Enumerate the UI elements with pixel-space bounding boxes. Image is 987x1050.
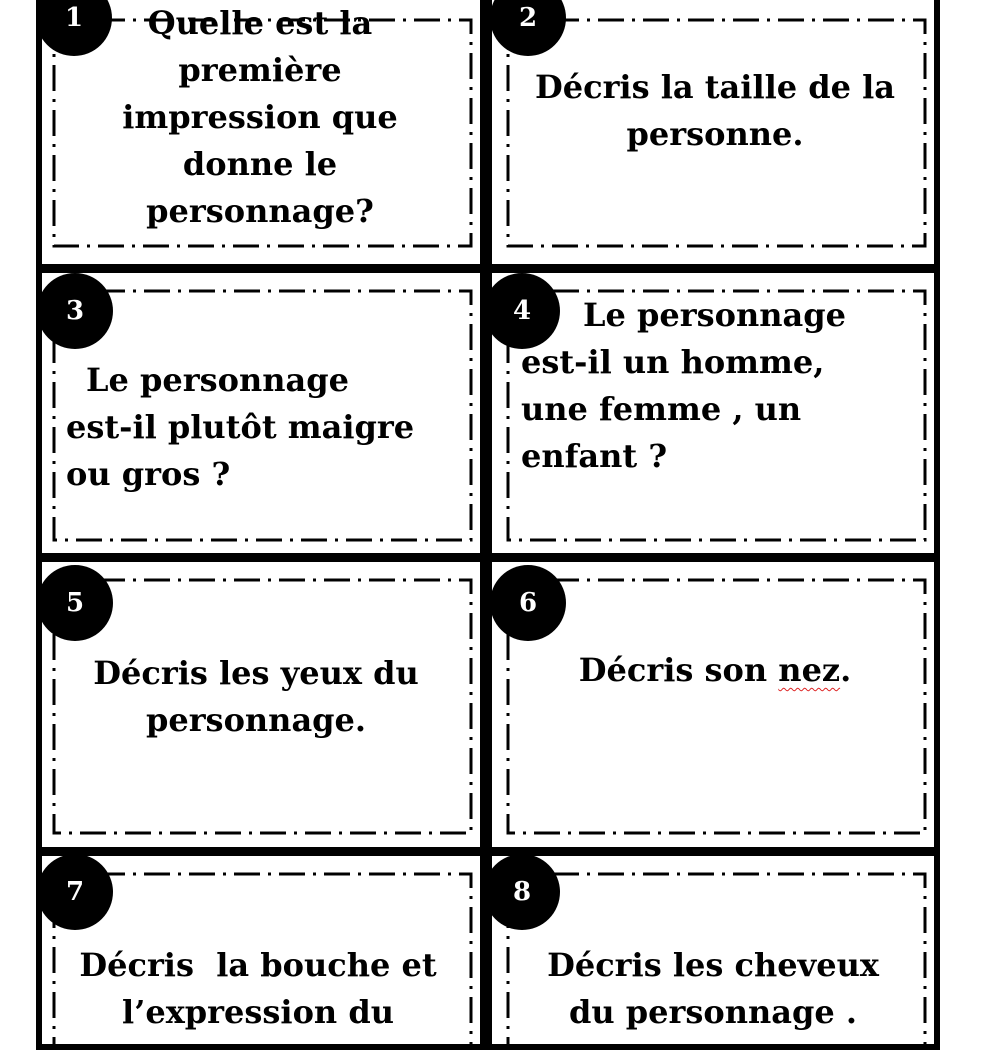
question-text-4: Le personnage est-il un homme, une femme , un enfant ?	[521, 296, 846, 475]
number-badge-6: 6	[490, 565, 566, 641]
number-badge-2: 2	[490, 0, 566, 56]
spellcheck-word: nez	[778, 651, 841, 689]
question-text-5: Décris les yeux du personnage.	[93, 654, 419, 739]
question-text-2: Décris la taille de la personne.	[534, 68, 896, 153]
number-badge-5: 5	[37, 565, 113, 641]
question-text-6: Décris son nez.	[578, 651, 852, 689]
question-text-1: Quelle est la première impression que donne le personnage?	[122, 4, 398, 230]
question-text-7: Décris la bouche et l’expression du	[79, 946, 437, 1031]
number-badge-3: 3	[37, 273, 113, 349]
number-badge-4: 4	[484, 273, 560, 349]
number-badge-7: 7	[37, 854, 113, 930]
number-badge-8: 8	[484, 854, 560, 930]
question-text-3: Le personnage est-il plutôt maigre ou gros ?	[66, 361, 415, 493]
number-badge-1: 1	[36, 0, 112, 56]
question-text-8: Décris les cheveux du personnage .	[547, 946, 879, 1031]
